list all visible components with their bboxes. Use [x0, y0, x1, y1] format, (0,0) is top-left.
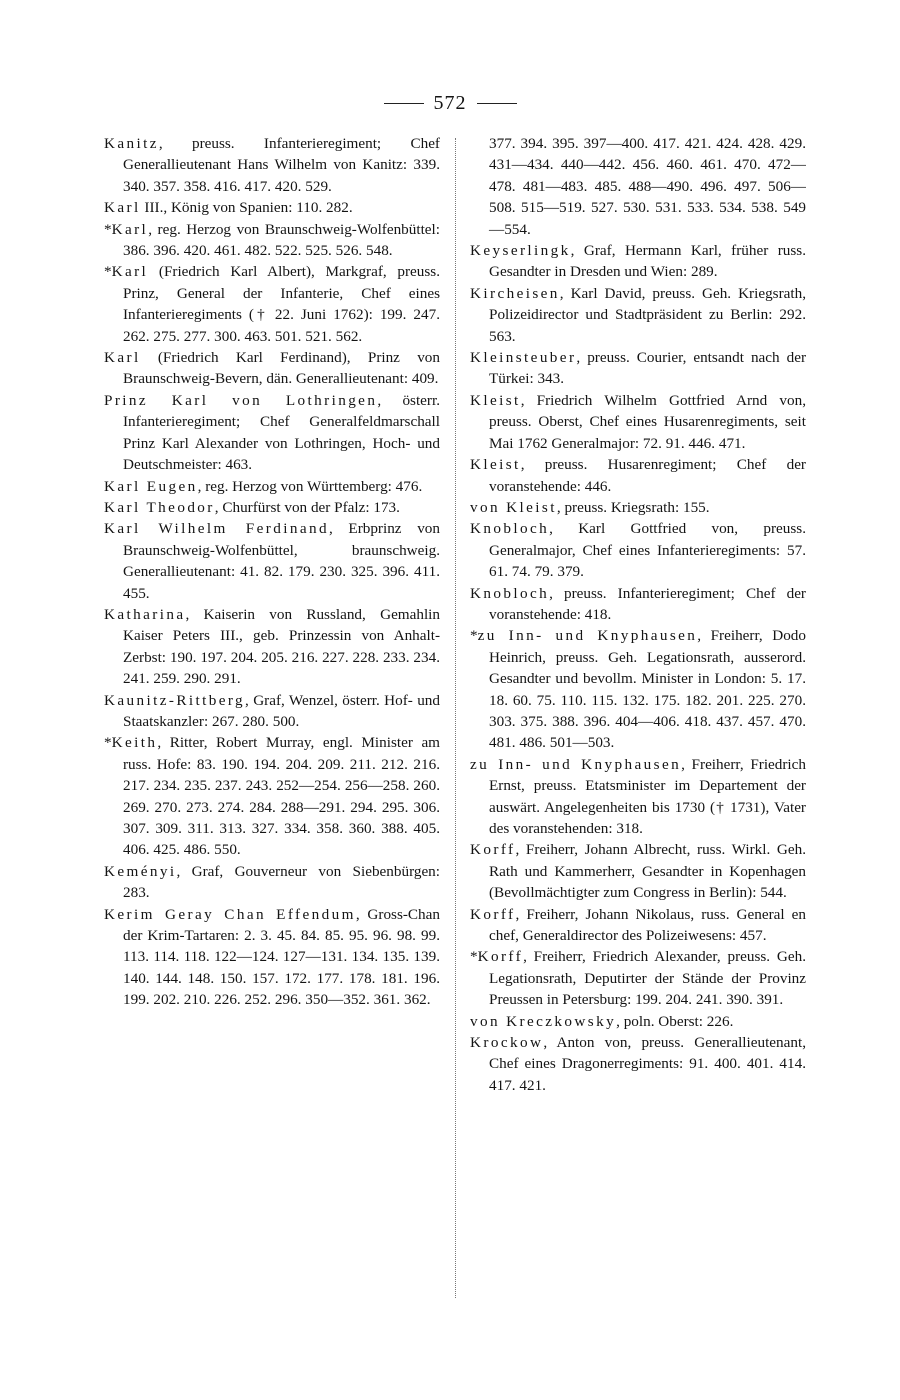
entry-headword: zu Inn- und Knyphausen	[477, 627, 698, 645]
entry-headword: Korff	[477, 948, 524, 966]
entry-text: , Friedrich Wilhelm Gottfried Arnd von, preuss. Oberst, Chef eines Husarenregiments, seit Mai 1762 Generalmajor: 72. 91. 446. 471.	[489, 391, 806, 452]
entry-text: (Friedrich Karl Ferdinand), Prinz von Braunschweig-Bevern, dän. Generallieutenant: 409.	[123, 349, 440, 388]
index-entry	[104, 904, 440, 1011]
index-entry	[104, 219, 440, 262]
entry-text: , Graf, Wenzel, österr. Hof- und Staatskanzler: 267. 280. 500.	[123, 691, 440, 730]
entry-text: (Friedrich Karl Albert), Markgraf, preuss. Prinz, General der Infanterie, Chef eines Infanterieregiments († 22. Juni 1762): 199. 247. 262. 275. 277. 300. 463. 501. 521. 562.	[123, 263, 440, 345]
entry-text: , Churfürst von der Pfalz: 173.	[214, 498, 400, 516]
index-entry	[470, 454, 806, 497]
entry-headword: Karl Theodor	[104, 498, 215, 516]
page-header	[0, 86, 900, 120]
index-entry	[104, 261, 440, 347]
left-column	[104, 133, 440, 1293]
entry-headword: Keith	[111, 734, 158, 752]
entry-headword: Karl Wilhelm Ferdinand	[104, 520, 329, 538]
entry-headword: Prinz Karl von Lothringen	[104, 391, 378, 409]
entry-headword: Karl	[104, 199, 141, 217]
index-entry	[104, 604, 440, 690]
index-entry	[470, 390, 806, 454]
index-entry	[104, 518, 440, 604]
entry-marker: *	[470, 948, 478, 966]
index-entry	[104, 861, 440, 904]
entry-text: , Freiherr, Johann Albrecht, russ. Wirkl. Geh. Rath und Kammerherr, Gesandter in Kopenhagen (Bevollmächtigter zum Congress in Berlin): 544.	[489, 841, 806, 902]
entry-marker: *	[470, 627, 478, 645]
index-entry	[104, 732, 440, 860]
entry-text: , Gross-Chan der Krim-Tartaren: 2. 3. 45. 84. 85. 95. 96. 98. 99. 113. 114. 118. 122—124. 127—131. 134. 135. 139. 140. 144. 148. 150. 157. 172. 177. 178. 181. 196. 199. 202. 210. 226. 252. 296. 350—352. 361. 362.	[123, 905, 440, 1009]
index-entry	[470, 583, 806, 626]
index-entry	[470, 518, 806, 582]
entry-marker: *	[104, 734, 112, 752]
index-entry	[470, 1032, 806, 1096]
entry-headword: Krockow	[470, 1034, 544, 1052]
entry-headword: Kerim Geray Chan Effendum	[104, 905, 356, 923]
entry-text: , Freiherr, Friedrich Ernst, preuss. Etatsminister im Departement der auswärt. Angelegenheiten bis 1730 († 1731), Vater des voranstehenden: 318.	[489, 755, 806, 837]
entry-text: , preuss. Courier, entsandt nach der Türkei: 343.	[489, 349, 806, 388]
entry-text: , preuss. Infanterieregiment; Chef Generallieutenant Hans Wilhelm von Kanitz: 339. 340. 357. 358. 416. 417. 420. 529.	[123, 135, 440, 195]
index-entry	[470, 946, 806, 1010]
entry-text: , preuss. Kriegsrath: 155.	[556, 498, 710, 516]
entry-text: , Graf, Hermann Karl, früher russ. Gesandter in Dresden und Wien: 289.	[489, 242, 806, 281]
page-number: 572	[433, 91, 467, 114]
index-entry	[470, 839, 806, 903]
entry-text: , preuss. Husarenregiment; Chef der voranstehende: 446.	[489, 456, 806, 495]
index-entry	[470, 497, 806, 518]
entry-text: , reg. Herzog von Württemberg: 476.	[197, 477, 423, 495]
continued-entry: 377. 394. 395. 397—400. 417. 421. 424. 428. 429. 431—434. 440—442. 456. 460. 461. 470. 472—478. 481—483. 485. 488—490. 496. 497. 506—508. 515—519. 527. 530. 531. 533. 534. 538. 549—554.	[489, 135, 806, 238]
index-entry	[104, 197, 440, 218]
index-entry	[104, 476, 440, 497]
index-entry	[470, 240, 806, 283]
entry-headword: Kleist	[470, 391, 521, 409]
index-entry	[104, 690, 440, 733]
entry-text: , Freiherr, Dodo Heinrich, preuss. Geh. Legationsrath, ausserord. Gesandter und bevollm. Minister in London: 5. 17. 18. 60. 75. 110. 115. 132. 175. 182. 201. 225. 270. 303. 375. 388. 396. 404—406. 418. 437. 457. 470. 481. 486. 501—503.	[489, 627, 806, 752]
entry-headword: Kleinsteuber	[470, 349, 577, 367]
column-divider	[455, 138, 456, 1298]
entry-text: , Anton von, preuss. Generallieutenant, Chef eines Dragonerregiments: 91. 400. 401. 414. 417. 421.	[489, 1034, 806, 1094]
entry-headword: Kaunitz-Rittberg	[104, 691, 246, 709]
entry-headword: Keyserlingk	[470, 242, 571, 260]
entry-headword: Knobloch	[470, 520, 550, 538]
entry-headword: von Kreczkowsky	[470, 1012, 617, 1030]
entry-headword: Kircheisen	[470, 284, 560, 302]
entry-headword: zu Inn- und Knyphausen	[470, 755, 682, 773]
entry-text: , Karl Gottfried von, preuss. Generalmajor, Chef eines Infanterieregiments: 57. 61. 74. 79. 379.	[489, 520, 806, 581]
entry-text: , Karl David, preuss. Geh. Kriegsrath, Polizeidirector und Stadtpräsident zu Berlin: 292. 563.	[489, 284, 806, 345]
right-column	[470, 133, 806, 1293]
entry-headword: von Kleist	[470, 498, 557, 516]
entry-text: , Graf, Gouverneur von Siebenbürgen: 283.	[123, 862, 440, 902]
entry-text: , österr. Infanterieregiment; Chef Generalfeldmarschall Prinz Karl Alexander von Lothringen, Hoch- und Deutschmeister: 463.	[123, 391, 440, 474]
header-rule-right	[477, 103, 517, 104]
entry-text: , reg. Herzog von Braunschweig-Wolfenbüttel: 386. 396. 420. 461. 482. 522. 525. 526. 548.	[123, 220, 440, 260]
index-entry	[104, 497, 440, 518]
header-rule-left	[384, 103, 424, 104]
index-entry	[104, 347, 440, 390]
index-entry	[104, 133, 440, 197]
entry-marker: *	[104, 263, 112, 281]
entry-marker: *	[104, 220, 112, 238]
index-entry	[470, 347, 806, 390]
entry-text: III., König von Spanien: 110. 282.	[140, 199, 353, 217]
entry-headword: Kleist	[470, 456, 521, 474]
entry-headword: Karl	[104, 349, 141, 367]
entry-headword: Korff	[470, 905, 516, 923]
entry-headword: Korff	[470, 841, 516, 859]
entry-text: , Erbprinz von Braunschweig-Wolfenbüttel, braunschweig. Generallieutenant: 41. 82. 179. 230. 325. 396. 411. 455.	[123, 520, 440, 602]
entry-headword: Knobloch	[470, 584, 550, 602]
index-entry	[470, 283, 806, 347]
entry-headword: Karl	[111, 220, 149, 238]
entry-headword: Katharina	[104, 605, 186, 623]
entry-text: , preuss. Infanterieregiment; Chef der voranstehende: 418.	[489, 584, 806, 623]
index-entry	[104, 390, 440, 476]
entry-headword: Keményi	[104, 862, 177, 880]
entry-text: , poln. Oberst: 226.	[616, 1012, 734, 1030]
entry-headword: Kanitz	[104, 135, 159, 152]
entry-headword: Karl Eugen	[104, 477, 198, 495]
entry-text: , Freiherr, Friedrich Alexander, preuss. Geh. Legationsrath, Deputirter der Stände der Provinz Preussen in Petersburg: 199. 204. 241. 390. 391.	[489, 948, 806, 1009]
index-entry	[470, 904, 806, 947]
entry-text: , Freiherr, Johann Nikolaus, russ. General en chef, Generaldirector des Polizeiwesens: 457.	[489, 905, 806, 945]
entry-text: , Ritter, Robert Murray, engl. Minister am russ. Hofe: 83. 190. 194. 204. 209. 211. 212. 216. 217. 234. 235. 237. 243. 252—254. 256—258. 260. 269. 270. 273. 274. 284. 288—291. 294. 295. 306. 307. 309. 311. 313. 327. 334. 358. 360. 388. 405. 406. 425. 486. 550.	[123, 734, 440, 859]
entry-headword: Karl	[111, 263, 149, 281]
entry-text: , Kaiserin von Russland, Gemahlin Kaiser Peters III., geb. Prinzessin von Anhalt-Zerbst: 190. 197. 204. 205. 216. 227. 228. 233. 234. 241. 259. 290. 291.	[123, 605, 440, 688]
index-entry	[470, 754, 806, 840]
index-entry	[470, 1011, 806, 1032]
index-entry	[470, 625, 806, 753]
